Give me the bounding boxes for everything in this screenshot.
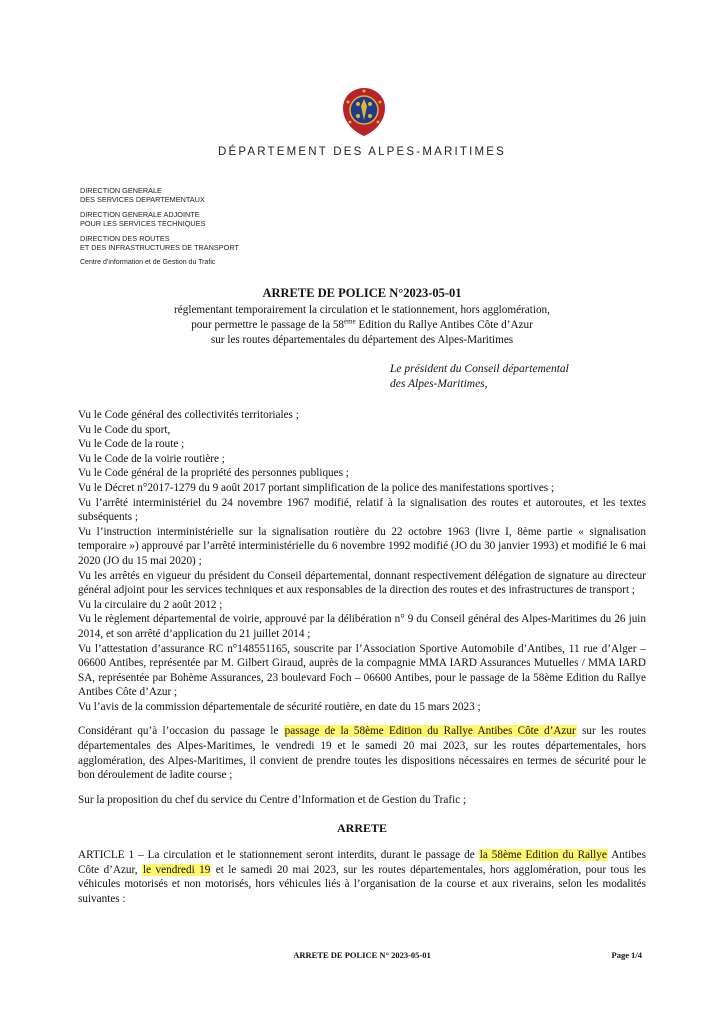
vu-clause: Vu l’attestation d’assurance RC n°148551165, souscrite par l’Association Sportive Automobile d’Antibes, 11 rue d’Alger – 06600 Antibes, représentée par M. Gilbert Giraud, auprès de la compagnie MMA IARD Assurances Mutuelles / MMA IARD SA, représentée par Bohème Assurances, 23 boulevard Foch – 06600 Antibes, pour le passage de la 58ème Edition du Rallye Antibes Côte d’Azur ;	[78, 642, 646, 699]
services-block	[80, 186, 239, 267]
arrete-heading: ARRETE	[336, 821, 387, 836]
service-line: ET DES INFRASTRUCTURES DE TRANSPORT	[80, 243, 239, 252]
vu-clause: Vu le Code de la route ;	[78, 438, 185, 451]
decree-title: ARRETE DE POLICE N°2023-05-01	[262, 286, 462, 300]
vu-clause: Vu l’avis de la commission départementale de sécurité routière, en date du 15 mars 2023 ;	[78, 700, 481, 713]
service-line: DIRECTION GENERALE ADJOINTE	[80, 210, 200, 219]
department-title: DÉPARTEMENT DES ALPES-MARITIMES	[217, 146, 507, 158]
decree-subtitle-line: sur les routes départementales du département des Alpes-Maritimes	[210, 334, 514, 346]
vu-clause: Vu le règlement départemental de voirie, approuvé par la délibération n° 9 du Conseil général des Alpes-Maritimes du 26 juin 2014, et son arrêté d’application du 21 juillet 2014 ;	[78, 613, 646, 640]
service-group	[80, 210, 239, 228]
service-line: POUR LES SERVICES TECHNIQUES	[80, 219, 206, 228]
vu-clause: Vu le Code général des collectivités territoriales ;	[78, 409, 299, 421]
vu-clause: Vu l’arrêté interministériel du 24 novembre 1967 modifié, relatif à la signalisation des routes et autoroutes, et les textes subséquents ;	[78, 496, 646, 524]
service-line: DIRECTION GENERALE	[80, 186, 162, 195]
cigt-label: Centre d’information et de Gestion du Trafic	[80, 259, 216, 266]
decree-subtitle-line: pour permettre le passage de la 58ème Edition du Rallye Antibes Côte d’Azur	[191, 317, 533, 331]
footer-reference: ARRETE DE POLICE N° 2023-05-01	[293, 950, 431, 960]
service-line: DES SERVICES DEPARTEMENTAUX	[80, 195, 205, 204]
decree-body	[78, 408, 646, 906]
proposition-paragraph: Sur la proposition du chef du service du Centre d’Information et de Gestion du Trafic ;	[78, 793, 467, 806]
president-signatory: Le président du Conseil départemental des Alpes-Maritimes,	[390, 363, 569, 390]
vu-clause: Vu le Code du sport,	[78, 423, 171, 436]
service-group	[80, 186, 239, 204]
vu-clause: Vu les arrêtés en vigueur du président du Conseil départemental, donnant respectivement délégation de signature au directeur général adjoint pour les services techniques et aux responsables de la direction des routes et des infrastructures de transport ;	[78, 569, 646, 597]
page-number: Page 1/4	[611, 950, 642, 960]
vu-clause: Vu le Décret n°2017-1279 du 9 août 2017 portant simplification de la police des manifestations sportives ;	[78, 481, 555, 494]
service-line: DIRECTION DES ROUTES	[80, 234, 170, 243]
highlight: la 58ème Edition du Rallye	[479, 849, 607, 862]
vu-clause: Vu la circulaire du 2 août 2012 ;	[78, 598, 223, 611]
service-group	[80, 234, 239, 252]
vu-clause: Vu le Code général de la propriété des personnes publiques ;	[78, 467, 349, 480]
considerant-paragraph: Considérant qu’à l’occasion du passage le passage de la 58ème Edition du Rallye Antibes Côte d’Azur sur les routes départementales des Alpes-Maritimes, le vendredi 19 et le samedi 20 mai 2023, sur les routes départementales, hors agglomération, des Alpes-Maritimes, il convient de prendre toutes les dispositions nécessaires en termes de sécurité pour le bon déroulement de ladite course ;	[78, 725, 646, 782]
article-1: ARTICLE 1 – La circulation et le stationnement seront interdits, durant le passage de la 58ème Edition du Rallye Antibes Côte d’Azur, le vendredi 19 et le samedi 20 mai 2023, sur les routes départementales, hors agglomération, pour tous les véhicules motorisés et non motorisés, hors véhicules liés à l’organisation de la course et aux riverains, selon les modalités suivantes :	[78, 849, 647, 905]
highlight: passage de la 58ème Edition du Rallye Antibes Côte d’Azur	[284, 725, 576, 738]
decree-title-block	[0, 286, 724, 348]
vu-clause: Vu le Code de la voirie routière ;	[78, 452, 225, 465]
decree-subtitle-line: réglementant temporairement la circulation et le stationnement, hors agglomération,	[174, 304, 550, 316]
coat-of-arms-icon	[341, 86, 387, 138]
highlight: le vendredi 19	[143, 863, 211, 876]
vu-clause: Vu l’instruction interministérielle sur la signalisation routière du 22 octobre 1963 (livre I, 8ème partie « signalisation temporaire ») approuvé par l’arrêté interministérielle du 6 novembre 1992 modifié (JO du 30 janvier 1993) et modifié le 6 mai 2020 (JO du 15 mai 2020) ;	[78, 525, 646, 567]
